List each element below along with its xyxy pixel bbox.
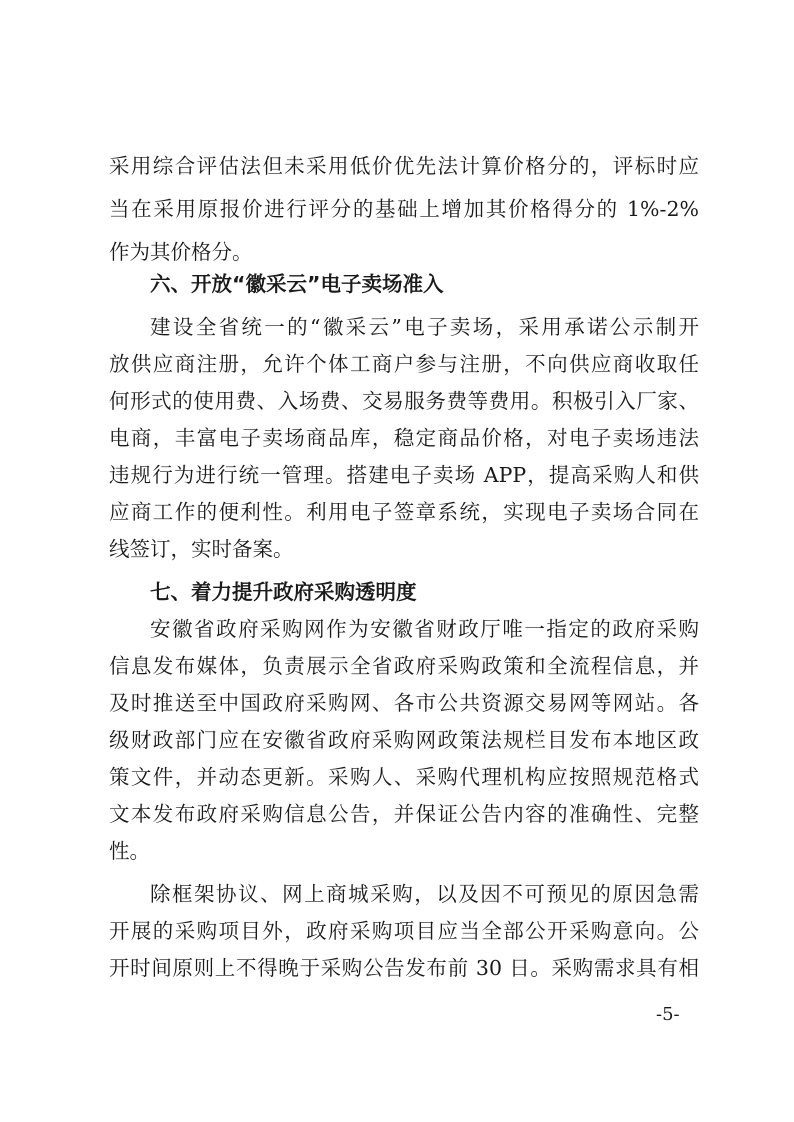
section-7-p1-line-6: 文本发布政府采购信息公告，并保证公告内容的准确性、完整 bbox=[109, 802, 699, 826]
intro-line-3: 作为其价格分。 bbox=[109, 240, 253, 264]
section-6-line-4: 电商，丰富电子卖场商品库，稳定商品价格，对电子卖场违法 bbox=[109, 426, 699, 450]
section-6-line-3: 何形式的使用费、入场费、交易服务费等费用。积极引入厂家、 bbox=[109, 389, 699, 413]
section-6-line-6: 应商工作的便利性。利用电子签章系统，实现电子卖场合同在 bbox=[109, 500, 699, 524]
section-6-line-7: 线签订，实时备案。 bbox=[109, 537, 294, 561]
section-7-p2-line-1: 除框架协议、网上商城采购，以及因不可预见的原因急需 bbox=[150, 882, 699, 906]
section-6-heading: 六、开放“徽采云”电子卖场准入 bbox=[150, 272, 444, 296]
section-6-line-2: 放供应商注册，允许个体工商户参与注册，不向供应商收取任 bbox=[109, 352, 699, 376]
section-7-p1-line-5: 策文件，并动态更新。采购人、采购代理机构应按照规范格式 bbox=[109, 765, 699, 789]
section-7-p1-line-1: 安徽省政府采购网作为安徽省财政厅唯一指定的政府采购 bbox=[150, 617, 699, 641]
section-7-p1-line-2: 信息发布媒体，负责展示全省政府采购政策和全流程信息，并 bbox=[109, 654, 699, 678]
section-7-p1-line-4: 级财政部门应在安徽省政府采购网政策法规栏目发布本地区政 bbox=[109, 728, 699, 752]
section-7-p1-line-7: 性。 bbox=[109, 839, 150, 863]
page-number: -5- bbox=[656, 1004, 680, 1025]
section-6-line-1: 建设全省统一的“徽采云”电子卖场，采用承诺公示制开 bbox=[150, 315, 699, 339]
section-6-line-5: 违规行为进行统一管理。搭建电子卖场 APP，提高采购人和供 bbox=[109, 463, 699, 487]
section-7-p2-line-3: 开时间原则上不得晚于采购公告发布前 30 日。采购需求具有相 bbox=[109, 956, 699, 980]
section-7-heading: 七、着力提升政府采购透明度 bbox=[150, 580, 417, 604]
section-7-p1-line-3: 及时推送至中国政府采购网、各市公共资源交易网等网站。各 bbox=[109, 691, 699, 715]
intro-line-1: 采用综合评估法但未采用低价优先法计算价格分的，评标时应 bbox=[109, 154, 699, 178]
intro-line-2: 当在采用原报价进行评分的基础上增加其价格得分的 1%-2% bbox=[109, 197, 699, 221]
section-7-p2-line-2: 开展的采购项目外，政府采购项目应当全部公开采购意向。公 bbox=[109, 919, 699, 943]
